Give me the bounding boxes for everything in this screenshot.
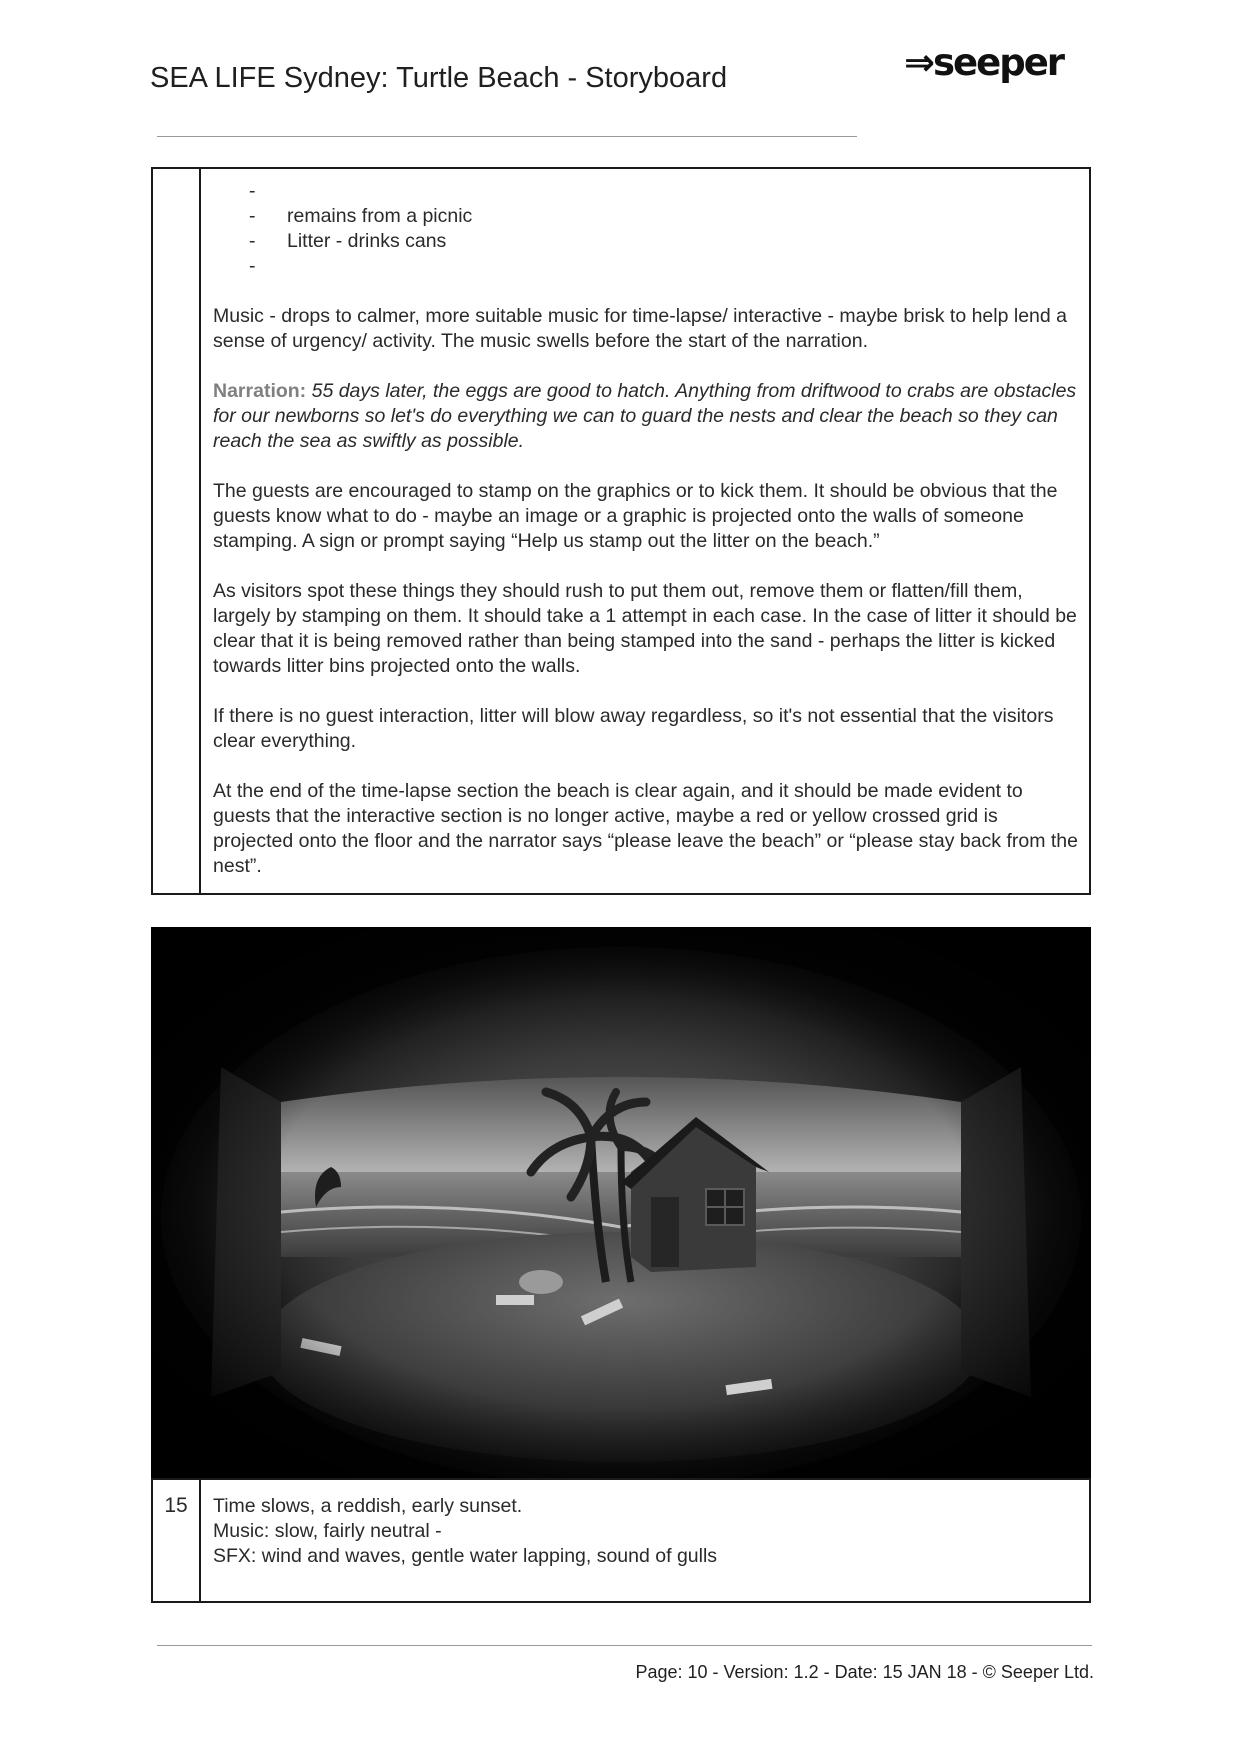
scene-number-column bbox=[153, 169, 201, 893]
panel-content bbox=[213, 179, 1079, 904]
logo-text: seeper bbox=[933, 41, 1064, 84]
list-item bbox=[213, 179, 1079, 204]
footer-divider bbox=[157, 1645, 1092, 1646]
beach-scene-sketch bbox=[151, 927, 1091, 1480]
page-footer: Page: 10 - Version: 1.2 - Date: 15 JAN 18 - © Seeper Ltd. bbox=[635, 1662, 1094, 1682]
scene-number-column bbox=[153, 1480, 201, 1601]
guest-interaction-paragraph: The guests are encouraged to stamp on the graphics or to kick them. It should be obvious that the guests know what to do - maybe an image or a graphic is projected onto the walls of someone stamping. A sign or prompt saying “Help us stamp out the litter on the beach.” bbox=[213, 480, 1058, 552]
scene-line: Time slows, a reddish, early sunset. bbox=[213, 1495, 523, 1517]
logo-arrow-icon: ⇒ bbox=[904, 41, 934, 84]
narration-text: 55 days later, the eggs are good to hatch. Anything from driftwood to crabs are obstacles for our newborns so let's do everything we can to guard the nests and clear the beach so they can reach the sea as swiftly as possible. bbox=[213, 380, 1077, 452]
scene-line: Music: slow, fairly neutral - bbox=[213, 1520, 442, 1542]
visitor-action-paragraph: As visitors spot these things they should rush to put them out, remove them or flatten/fill them, largely by stamping on them. It should take a 1 attempt in each case. In the case of litter it should be clear that it is being removed rather than being stamped into the sand - perhaps the litter is kicked towards litter bins projected onto the walls. bbox=[213, 580, 1077, 677]
header-divider bbox=[157, 136, 857, 137]
scene-description bbox=[213, 1494, 1079, 1569]
list-item: - Litter - drinks cans bbox=[213, 229, 1079, 254]
document-title: SEA LIFE Sydney: Turtle Beach - Storyboard bbox=[150, 62, 728, 94]
no-interaction-paragraph: If there is no guest interaction, litter will blow away regardless, so it's not essential that the visitors clear everything. bbox=[213, 705, 1054, 752]
narration-paragraph bbox=[213, 379, 1079, 454]
litter-list bbox=[213, 179, 1079, 279]
scene-line: SFX: wind and waves, gentle water lapping, sound of gulls bbox=[213, 1545, 718, 1567]
storyboard-sketch-image bbox=[151, 927, 1091, 1480]
list-item: - remains from a picnic bbox=[213, 204, 1079, 229]
narration-label: Narration: bbox=[213, 380, 307, 402]
vignette bbox=[151, 927, 1091, 1480]
storyboard-text-panel bbox=[151, 167, 1091, 895]
list-item bbox=[213, 254, 1079, 279]
scene-15-panel bbox=[151, 1478, 1091, 1603]
music-paragraph: Music - drops to calmer, more suitable music for time-lapse/ interactive - maybe brisk to help lend a sense of urgency/ activity. The music swells before the start of the narration. bbox=[213, 305, 1068, 352]
seeper-logo bbox=[904, 41, 1064, 84]
scene-number: 15 bbox=[164, 1494, 188, 1517]
end-section-paragraph: At the end of the time-lapse section the beach is clear again, and it should be made evident to guests that the interactive section is no longer active, maybe a red or yellow crossed grid is projected onto the floor and the narrator says “please leave the beach” or “please stay back from the nest”. bbox=[213, 780, 1078, 877]
